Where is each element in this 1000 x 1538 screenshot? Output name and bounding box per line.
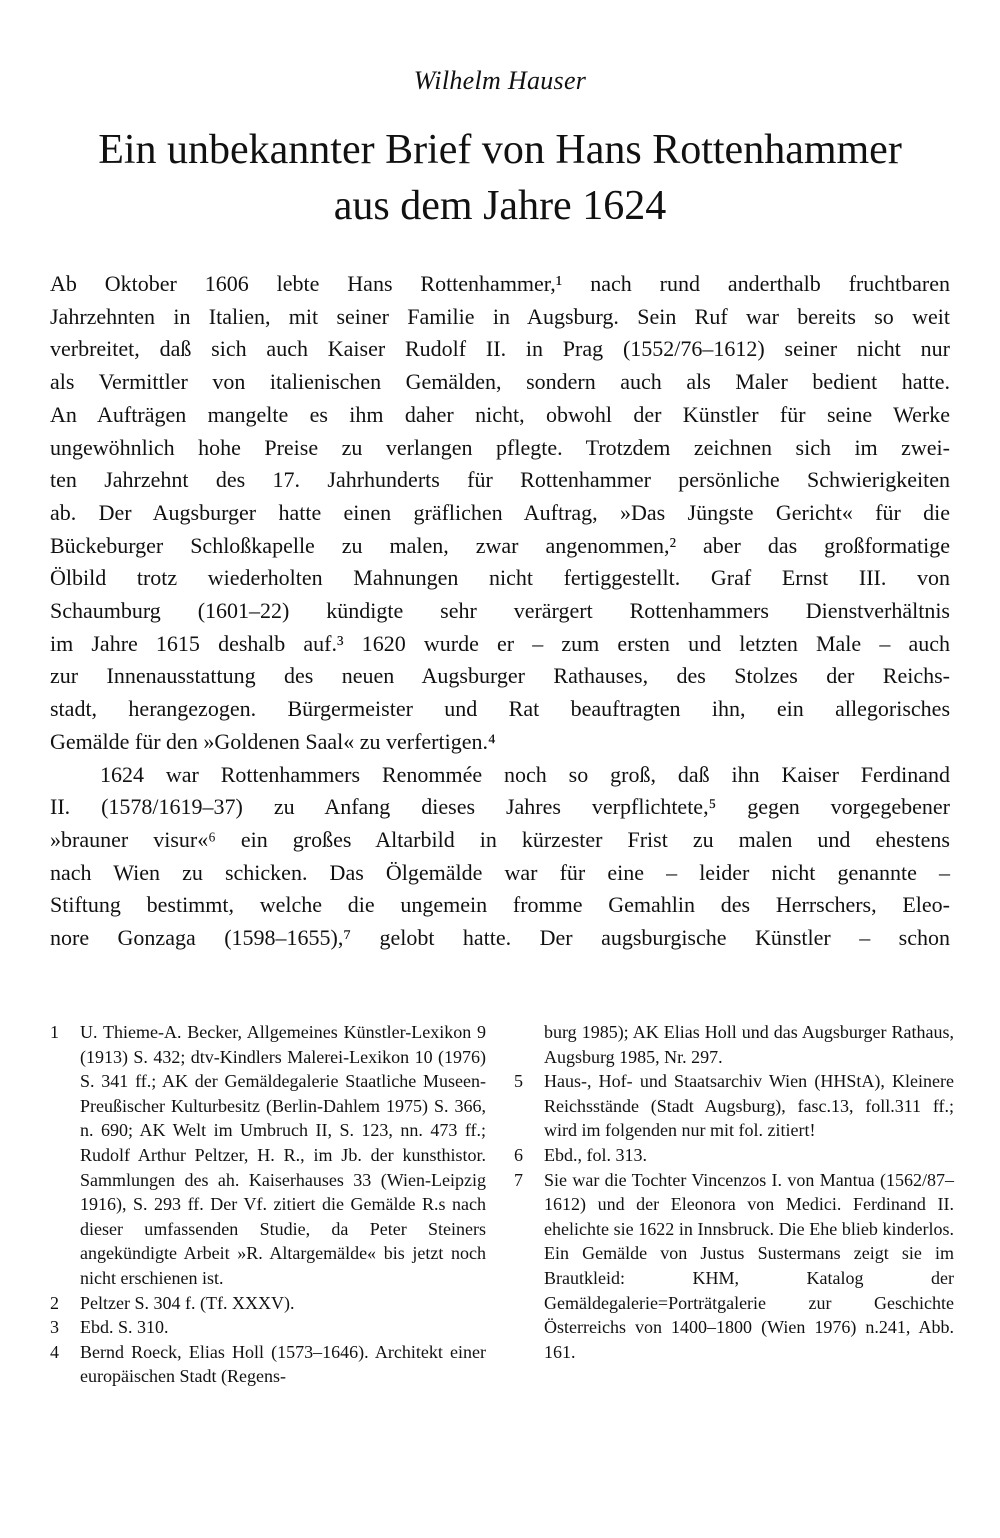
footnote	[50, 1020, 486, 1291]
article-body	[50, 268, 950, 955]
footnote-number: 6	[514, 1144, 523, 1165]
footnote-text: Ebd. S. 310.	[80, 1317, 169, 1338]
footnote	[50, 1340, 486, 1389]
body-line: An Aufträgen mangelte es ihm daher nicht, obwohl der Künstler für seine Werke	[50, 401, 950, 427]
footnote-text: Sie war die Tochter Vincenzos I. von Mantua (1562/87–1612) und der Eleonora von Medici. Ferdinand II. ehelichte sie 1622 in Innsbruck. Die Ehe blieb kinderlos. Ein Gemälde von Justus Sustermans zeigt sie im Brautkleid: KHM, Katalog der Gemäldegalerie=Porträtgalerie zur Geschichte Österreichs von 1400–1800 (Wien 1976) n.241, Abb. 161.	[544, 1169, 954, 1362]
title-line: aus dem Jahre 1624	[333, 183, 667, 229]
footnote	[514, 1168, 954, 1365]
footnote-number: 4	[50, 1341, 59, 1362]
footnote-number: 1	[50, 1022, 59, 1042]
footnote-text: Peltzer S. 304 f. (Tf. XXXV).	[80, 1292, 295, 1313]
footnote-text: Ebd., fol. 313.	[544, 1144, 647, 1165]
body-line: nach Wien zu schicken. Das Ölgemälde war für eine – leider nicht genannte –	[50, 859, 950, 885]
body-line: »brauner visur«⁶ ein großes Altarbild in kürzester Frist zu malen und ehestens	[50, 826, 950, 852]
footnote-number: 3	[50, 1317, 59, 1338]
footnotes-left-column	[50, 1020, 486, 1389]
footnote-continuation: burg 1985); AK Elias Holl und das Augsburger Rathaus, Augsburg 1985, Nr. 297.	[544, 1022, 954, 1067]
footnote-text: Haus-, Hof- und Staatsarchiv Wien (HHStA), Kleinere Reichsstände (Stadt Augsburg), fasc.13, foll.311 ff.; wird im folgenden nur mit fol. zitiert!	[544, 1071, 954, 1141]
footnote-number: 7	[514, 1169, 523, 1190]
body-line: im Jahre 1615 deshalb auf.³ 1620 wurde er – zum ersten und letzten Male – auch	[50, 630, 950, 656]
footnote	[50, 1291, 486, 1316]
body-line: nore Gonzaga (1598–1655),⁷ gelobt hatte. Der augsburgische Künstler – schon	[50, 925, 950, 951]
body-line: Stiftung bestimmt, welche die ungemein fromme Gemahlin des Herrschers, Eleo-	[50, 892, 950, 918]
footnote-text: U. Thieme-A. Becker, Allgemeines Künstler-Lexikon 9 (1913) S. 432; dtv-Kindlers Malerei-Lexikon 10 (1976) S. 341 ff.; AK der Gemäldegalerie Staatliche Museen-Preußischer Kulturbesitz (Berlin-Dahlem 1975) S. 366, n. 690; AK Welt im Umbruch II, S. 123, nn. 473 ff.; Rudolf Arthur Peltzer, H. R., im Jb. der kunsthistor. Sammlungen des ah. Kaiserhauses 33 (Wien-Leipzig 1916), S. 293 ff. Der Vf. zitiert die Gemälde R.s nach dieser umfassenden Studie, da Peter Steiners angekündigte Arbeit »R. Altargemälde« bis jetzt noch nicht erschienen ist.	[80, 1022, 486, 1288]
body-line: als Vermittler von italienischen Gemälden, sondern auch als Maler bedient hatte.	[50, 369, 950, 395]
body-line: Ölbild trotz wiederholten Mahnungen nicht fertiggestellt. Graf Ernst III. von	[50, 565, 950, 591]
author-name: Wilhelm Hauser	[413, 66, 587, 95]
body-line: Ab Oktober 1606 lebte Hans Rottenhammer,¹ nach rund anderthalb fruchtbaren	[50, 271, 950, 296]
body-line: 1624 war Rottenhammers Renommée noch so groß, daß ihn Kaiser Ferdinand	[100, 761, 950, 787]
footnote	[514, 1069, 954, 1143]
body-line: ab. Der Augsburger hatte einen gräflichen Auftrag, »Das Jüngste Gericht« für die	[50, 499, 950, 525]
footnote	[50, 1315, 486, 1340]
body-line: Jahrzehnten in Italien, mit seiner Familie in Augsburg. Sein Ruf war bereits so weit	[50, 303, 950, 329]
body-line: Schaumburg (1601–22) kündigte sehr verärgert Rottenhammers Dienstverhältnis	[50, 598, 950, 624]
footnote-text: Bernd Roeck, Elias Holl (1573–1646). Architekt einer europäischen Stadt (Regens-	[80, 1341, 486, 1387]
footnotes-right-column	[514, 1020, 954, 1364]
body-line: stadt, herangezogen. Bürgermeister und Rat beauftragten ihn, ein allegorisches	[50, 696, 950, 722]
body-line: Gemälde für den »Goldenen Saal« zu verfertigen.⁴	[50, 728, 496, 754]
body-line: ungewöhnlich hohe Preise zu verlangen pflegte. Trotzdem zeichnen sich im zwei-	[50, 434, 950, 460]
body-line: Bückeburger Schloßkapelle zu malen, zwar angenommen,² aber das großformatige	[50, 532, 950, 558]
article-title	[40, 122, 960, 234]
body-line: verbreitet, daß sich auch Kaiser Rudolf II. in Prag (1552/76–1612) seiner nicht nur	[50, 336, 950, 362]
body-line: ten Jahrzehnt des 17. Jahrhunderts für Rottenhammer persönliche Schwierigkeiten	[50, 467, 950, 493]
footnote-number: 2	[50, 1292, 59, 1313]
title-line: Ein unbekannter Brief von Hans Rottenhammer	[98, 127, 902, 173]
body-line: zur Innenausstattung des neuen Augsburger Rathauses, des Stolzes der Reichs-	[50, 663, 950, 689]
footnote	[514, 1143, 954, 1168]
footnote-number: 5	[514, 1071, 523, 1092]
body-line: II. (1578/1619–37) zu Anfang dieses Jahres verpflichtete,⁵ gegen vorgegebener	[50, 794, 950, 820]
